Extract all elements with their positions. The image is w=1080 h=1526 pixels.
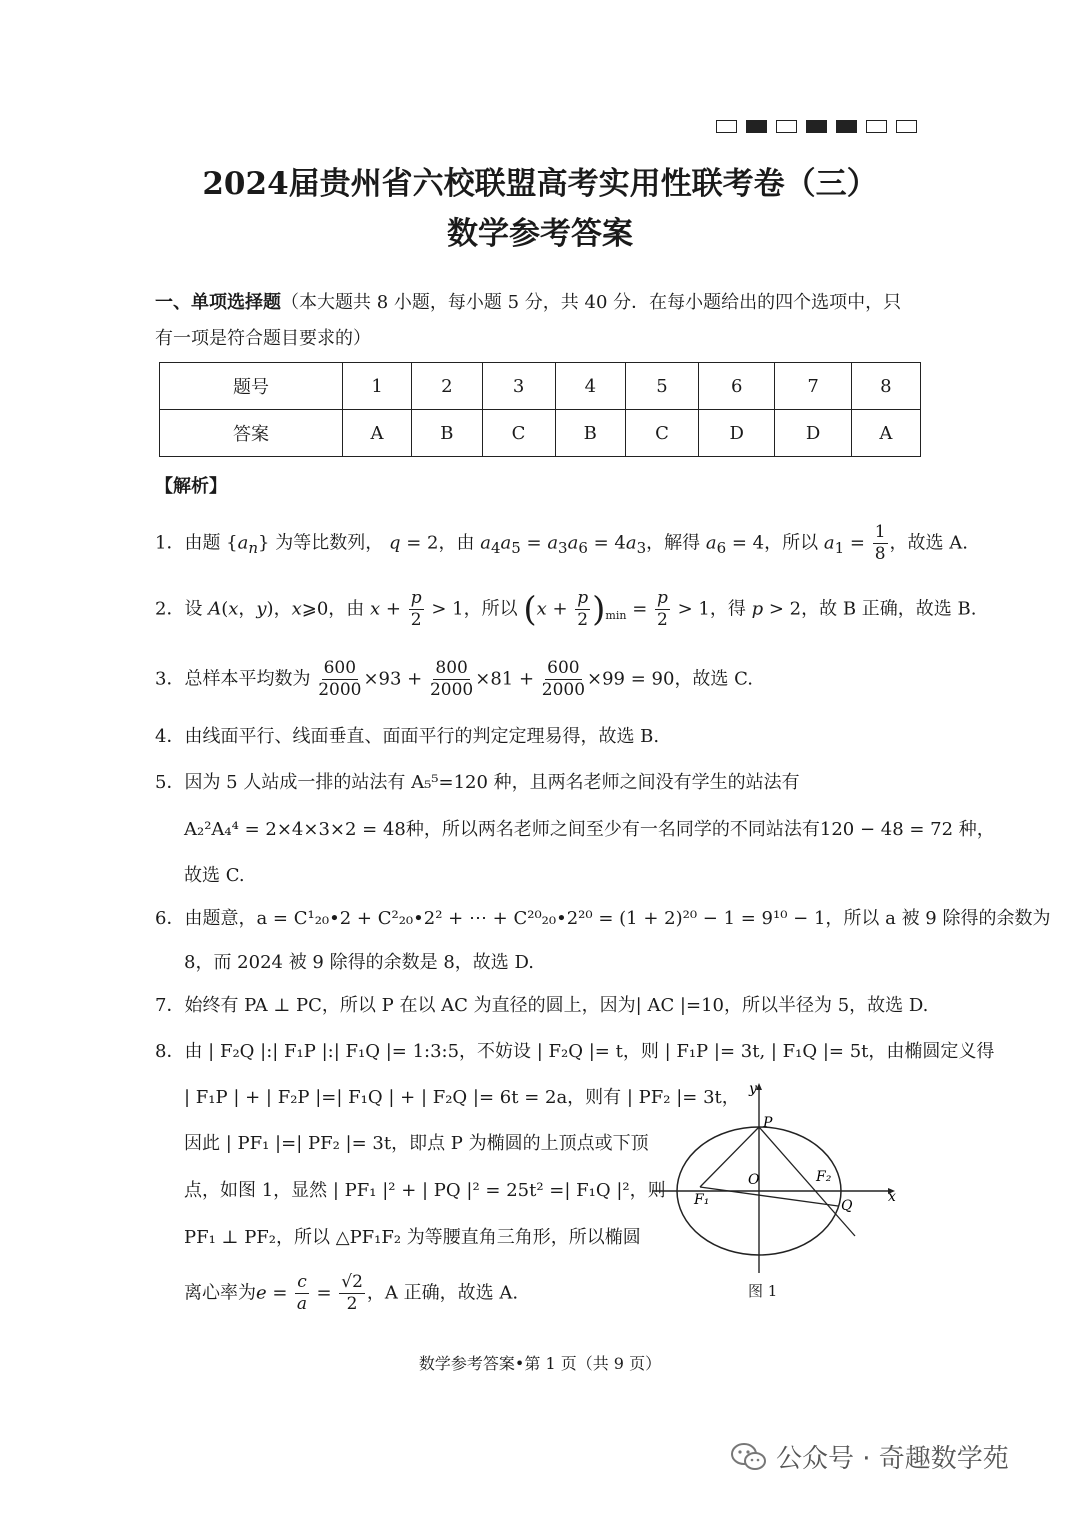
segment-F1Q <box>700 1187 838 1206</box>
section-heading: 一、单项选择题 <box>155 292 281 313</box>
solution-6-line-1: 6．由题意，a = C¹₂₀•2 + C²₂₀•2² + ⋯ + C²⁰₂₀•2²⁰ = (1 + 2)²⁰ − 1 = 9¹⁰ − 1，所以 a 被 9 除得的余数为 <box>155 908 1051 929</box>
header-mark <box>896 120 917 133</box>
solution-8-line-1: 8．由 | F₂Q |:| F₁P |:| F₁Q |= 1:3:5，不妨设 | F₂Q |= t，则 | F₁P |= 3t, | F₁Q |= 5t，由椭圆定义得 <box>155 1041 995 1062</box>
answer-table <box>159 362 921 457</box>
table-cell: D <box>775 410 851 457</box>
solution-2: 2．设 A(x，y)，x⩾0，由 x + $\frac{p}{2}$ > 1，所以 (x + $\frac{p}{2}$ )$_{min}$ = $\frac{p}{2}$ > 1，得 p > 2，故 B 正确，故选 B. <box>155 588 977 630</box>
fraction: $\frac{p}{2}$ <box>657 588 668 630</box>
fraction: $\frac{√2}{2}$ <box>341 1272 363 1314</box>
wechat-icon <box>730 1442 768 1472</box>
label-y: y <box>749 1081 757 1097</box>
watermark-text: 公众号 · 奇趣数学苑 <box>776 1444 1009 1474</box>
solution-5-line-3: 故选 C. <box>184 865 245 886</box>
header-mark <box>716 120 737 133</box>
text: ，故选 C. <box>674 668 754 690</box>
fraction: $\frac{p}{2}$ <box>410 588 422 630</box>
label-F2: F₂ <box>816 1169 832 1185</box>
header-mark <box>776 120 797 133</box>
label-x: x <box>888 1189 896 1205</box>
exam-subtitle: 数学参考答案 <box>447 216 633 252</box>
table-cell: 8 <box>851 363 920 410</box>
header-mark <box>836 120 857 133</box>
text: ，故 B 正确，故选 B. <box>801 598 977 620</box>
exam-title: 2024届贵州省六校联盟高考实用性联考卷（三） <box>202 166 878 202</box>
text: 离心率为 <box>184 1282 256 1304</box>
table-cell: B <box>555 410 625 457</box>
header-mark <box>866 120 887 133</box>
label-P: P <box>763 1115 773 1131</box>
table-cell: 4 <box>555 363 625 410</box>
solution-8-line-2: | F₁P | + | F₂P |=| F₁Q | + | F₂Q |= 6t = 2a，则有 | PF₂ |= 3t， <box>184 1087 740 1108</box>
solution-8-line-5: PF₁ ⊥ PF₂，所以 △PF₁F₂ 为等腰直角三角形，所以椭圆 <box>184 1227 641 1248</box>
text: ，由 <box>438 532 475 554</box>
text: 为等比数列， <box>275 532 384 554</box>
table-cell: A <box>851 410 920 457</box>
label-Q: Q <box>841 1198 853 1214</box>
solution-5-line-2: A₂²A₄⁴ = 2×4×3×2 = 48种，所以两名老师之间至少有一名同学的不同站法有120 − 48 = 72 种， <box>184 819 995 840</box>
solution-4: 4．由线面平行、线面垂直、面面平行的判定定理易得，故选 B. <box>155 726 660 747</box>
table-row <box>160 410 921 457</box>
table-cell: C <box>482 410 555 457</box>
solution-8-line-4: 点，如图 1，显然 | PF₁ |² + | PQ |² = 25t² =| F₁Q |²，则 <box>184 1180 666 1201</box>
header-mark <box>806 120 827 133</box>
ellipse-figure <box>648 1078 908 1278</box>
table-cell: A <box>342 410 411 457</box>
section-intro <box>155 285 925 357</box>
header-mark <box>746 120 767 133</box>
section-desc-1: （本大题共 8 小题，每小题 5 分，共 40 分．在每小题给出的四个选项中，只 <box>281 292 902 313</box>
solution-8-line-6: 离心率为e = $\frac{c}{a}$ = $\frac{√2}{2}$ ，A 正确，故选 A. <box>184 1272 519 1314</box>
page-footer: 数学参考答案•第 1 页（共 9 页） <box>418 1354 662 1373</box>
table-cell: D <box>699 410 775 457</box>
analysis-heading: 【解析】 <box>155 476 227 497</box>
label-F1: F₁ <box>694 1192 710 1208</box>
text: ，由 <box>328 598 365 620</box>
fraction: $\frac{600}{2000}$ <box>541 658 586 700</box>
table-cell: C <box>625 410 698 457</box>
table-cell: 3 <box>482 363 555 410</box>
text: 2．设 <box>155 598 203 620</box>
watermark <box>730 1438 1009 1475</box>
table-cell: 题号 <box>160 363 343 410</box>
label-O: O <box>748 1172 760 1188</box>
solution-3: 3．总样本平均数为 $\frac{600}{2000}$ ×93 + $\frac{800}{2000}$ ×81 + $\frac{600}{2000}$ ×99 = 90，故选 C. <box>155 658 754 700</box>
table-cell: 5 <box>625 363 698 410</box>
solution-8-line-3: 因此 | PF₁ |=| PF₂ |= 3t，即点 P 为椭圆的上顶点或下顶 <box>184 1133 649 1154</box>
table-cell: 6 <box>699 363 775 410</box>
solution-6-line-2: 8，而 2024 被 9 除得的余数是 8，故选 D. <box>184 952 535 973</box>
table-cell: 1 <box>342 363 411 410</box>
section-desc-2: 有一项是符合题目要求的） <box>155 328 371 349</box>
fraction: $\frac{p}{2}$ <box>577 588 589 630</box>
table-cell: B <box>412 410 482 457</box>
text: 1．由题 <box>155 532 221 554</box>
table-cell: 7 <box>775 363 851 410</box>
header-marks <box>716 120 917 133</box>
solution-5-line-1: 5．因为 5 人站成一排的站法有 A₅⁵=120 种，且两名老师之间没有学生的站法有 <box>155 772 800 793</box>
fraction: $\frac{1}{8}$ <box>874 522 886 564</box>
fraction: $\frac{600}{2000}$ <box>318 658 362 700</box>
text: ，得 <box>709 598 746 620</box>
table-cell: 2 <box>412 363 482 410</box>
table-cell: 答案 <box>160 410 343 457</box>
text: ，所以 <box>463 598 518 620</box>
solution-1: 1．由题 $\{a_n\}$ 为等比数列， q = 2，由 $a_4a_5 = a_3a_6 = 4a_3$，解得 $a_6 = 4$，所以 $a_1$ = $\frac{1}{8}$ ，故选 A. <box>155 522 968 564</box>
text: 3．总样本平均数为 <box>155 668 311 690</box>
text: ，解得 <box>646 532 701 554</box>
table-row <box>160 363 921 410</box>
text: ，所以 <box>764 532 819 554</box>
text: ，故选 A. <box>889 532 968 554</box>
text: ，A 正确，故选 A. <box>366 1282 519 1304</box>
figure-caption: 图 1 <box>748 1282 778 1300</box>
fraction: $\frac{800}{2000}$ <box>429 658 474 700</box>
fraction: $\frac{c}{a}$ <box>296 1272 308 1314</box>
solution-7: 7．始终有 PA ⊥ PC，所以 P 在以 AC 为直径的圆上，因为| AC |=10，所以半径为 5，故选 D. <box>155 995 929 1016</box>
